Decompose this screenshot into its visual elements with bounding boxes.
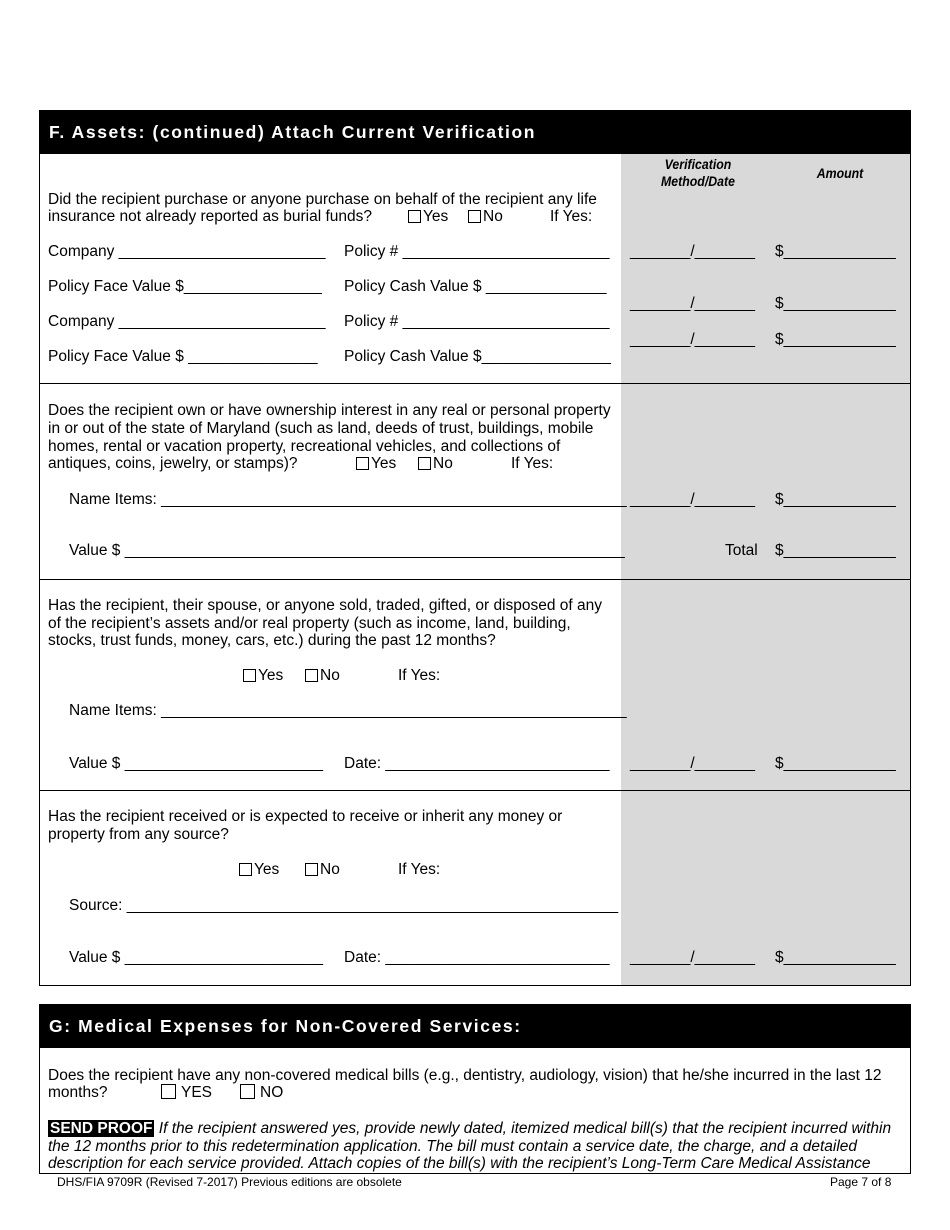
section-f-title: F. Assets: (continued) Attach Current Verification — [49, 121, 537, 142]
q2-value-field[interactable]: Value $ __________________________________________________________ — [69, 542, 625, 559]
g-no-option[interactable]: NO — [240, 1084, 283, 1102]
policy-number-field-1[interactable]: Policy # ________________________ — [344, 243, 610, 260]
inheritance-block — [39, 791, 911, 986]
q2-yes-checkbox[interactable] — [356, 457, 369, 470]
policy-cash-value-field-1[interactable]: Policy Cash Value $ ______________ — [344, 278, 607, 295]
form-identifier: DHS/FIA 9709R (Revised 7-2017) Previous editions are obsolete — [57, 1175, 402, 1189]
amount-header: Amount — [816, 165, 864, 181]
page-number: Page 7 of 8 — [830, 1175, 892, 1189]
q3-text-line2: of the recipient’s assets and/or real property (such as income, land, building, — [48, 615, 571, 632]
g-yes-checkbox[interactable] — [161, 1084, 176, 1099]
q2-no-option[interactable]: No — [418, 455, 453, 473]
q2-yes-option[interactable]: Yes — [356, 455, 396, 473]
g-yes-option[interactable]: YES — [161, 1084, 212, 1102]
q2-text-line3: homes, rental or vacation property, recreational vehicles, and collections of — [48, 438, 561, 455]
q4-amount-field[interactable]: $_____________ — [775, 949, 896, 966]
send-proof-line1: SEND PROOF If the recipient answered yes, provide newly dated, itemized medical bill(s) that the recipient incurred within — [50, 1120, 892, 1137]
q3-text-line3: stocks, trust funds, money, cars, etc.) during the past 12 months? — [48, 632, 496, 649]
policy-number-field-2[interactable]: Policy # ________________________ — [344, 313, 610, 330]
q3-text-line1: Has the recipient, their spouse, or anyone sold, traded, gifted, or disposed of any — [48, 597, 603, 614]
q2-no-checkbox[interactable] — [418, 457, 431, 470]
verification-date-field-2[interactable]: _______/_______ — [630, 295, 755, 312]
q4-yes-checkbox[interactable] — [239, 863, 252, 876]
q3-if-yes-label: If Yes: — [398, 667, 441, 684]
company-field-2[interactable]: Company ________________________ — [48, 313, 326, 330]
company-field-1[interactable]: Company ________________________ — [48, 243, 326, 260]
g-no-checkbox[interactable] — [240, 1084, 255, 1099]
q3-no-option[interactable]: No — [305, 667, 340, 685]
q4-text-line1: Has the recipient received or is expected to receive or inherit any money or — [48, 808, 563, 825]
q4-no-option[interactable]: No — [305, 861, 340, 879]
q1-yes-checkbox[interactable] — [408, 210, 421, 223]
send-proof-line3: description for each service provided. Attach copies of the bill(s) with the recipient’s Long-Term Care Medical Assistance — [48, 1155, 871, 1172]
q3-yes-checkbox[interactable] — [243, 669, 256, 682]
q3-yes-option[interactable]: Yes — [243, 667, 283, 685]
q1-text-line2: insurance not already reported as burial funds? — [48, 208, 372, 225]
verification-date-field-3[interactable]: _______/_______ — [630, 331, 755, 348]
q4-yes-option[interactable]: Yes — [239, 861, 279, 879]
q4-text-line2: property from any source? — [48, 826, 229, 843]
q2-amount-field[interactable]: $_____________ — [775, 491, 896, 508]
total-label: Total — [725, 542, 758, 559]
q3-name-items-field[interactable]: Name Items: ______________________________________________________ — [69, 702, 627, 719]
medical-expenses-block — [39, 1048, 911, 1174]
section-g-header — [39, 1004, 911, 1048]
amount-field-1[interactable]: $_____________ — [775, 243, 896, 260]
q4-no-checkbox[interactable] — [305, 863, 318, 876]
life-insurance-block — [39, 154, 911, 384]
amount-field-2[interactable]: $_____________ — [775, 295, 896, 312]
verification-method-date-header: Verification Method/Date — [661, 156, 735, 189]
section-g-title: G: Medical Expenses for Non-Covered Services: — [49, 1015, 522, 1036]
q2-name-items-field[interactable]: Name Items: ______________________________________________________ — [69, 491, 627, 508]
q3-no-checkbox[interactable] — [305, 669, 318, 682]
amount-field-3[interactable]: $_____________ — [775, 331, 896, 348]
q1-yes-option[interactable]: Yes — [408, 208, 448, 226]
policy-face-value-field-1[interactable]: Policy Face Value $________________ — [48, 278, 322, 295]
q3-date-field[interactable]: Date: __________________________ — [344, 755, 610, 772]
policy-face-value-field-2[interactable]: Policy Face Value $ _______________ — [48, 348, 318, 365]
q1-no-option[interactable]: No — [468, 208, 503, 226]
q1-if-yes-label: If Yes: — [550, 208, 593, 225]
property-ownership-block — [39, 384, 911, 580]
verification-date-field-1[interactable]: _______/_______ — [630, 243, 755, 260]
send-proof-line2: the 12 months prior to this redetermination application. The bill must contain a service date, the charge, and a detailed — [48, 1138, 858, 1155]
q3-value-field[interactable]: Value $ _______________________ — [69, 755, 323, 772]
policy-cash-value-field-2[interactable]: Policy Cash Value $_______________ — [344, 348, 611, 365]
q1-text-line1: Did the recipient purchase or anyone purchase on behalf of the recipient any life — [48, 191, 597, 208]
total-amount-field[interactable]: $_____________ — [775, 542, 896, 559]
q1-no-checkbox[interactable] — [468, 210, 481, 223]
q3-amount-field[interactable]: $_____________ — [775, 755, 896, 772]
assets-disposed-block — [39, 580, 911, 791]
q3-verification-date-field[interactable]: _______/_______ — [630, 755, 755, 772]
q4-value-field[interactable]: Value $ _______________________ — [69, 949, 323, 966]
send-proof-badge: SEND PROOF — [50, 1120, 153, 1137]
g-question-line2: months? — [48, 1084, 108, 1101]
q2-if-yes-label: If Yes: — [511, 455, 554, 472]
q2-text-line2: in or out of the state of Maryland (such as land, deeds of trust, buildings, mobile — [48, 420, 594, 437]
q4-date-field[interactable]: Date: __________________________ — [344, 949, 610, 966]
g-question-line1: Does the recipient have any non-covered medical bills (e.g., dentistry, audiology, vision) that he/she incurred in the last 12 — [48, 1067, 882, 1084]
q4-source-field[interactable]: Source: _________________________________________________________ — [69, 897, 619, 914]
q4-if-yes-label: If Yes: — [398, 861, 441, 878]
q4-verification-date-field[interactable]: _______/_______ — [630, 949, 755, 966]
section-f-header — [39, 110, 911, 154]
q2-verification-date-field[interactable]: _______/_______ — [630, 491, 755, 508]
q2-text-line4: antiques, coins, jewelry, or stamps)? — [48, 455, 298, 472]
q2-text-line1: Does the recipient own or have ownership interest in any real or personal property — [48, 402, 611, 419]
